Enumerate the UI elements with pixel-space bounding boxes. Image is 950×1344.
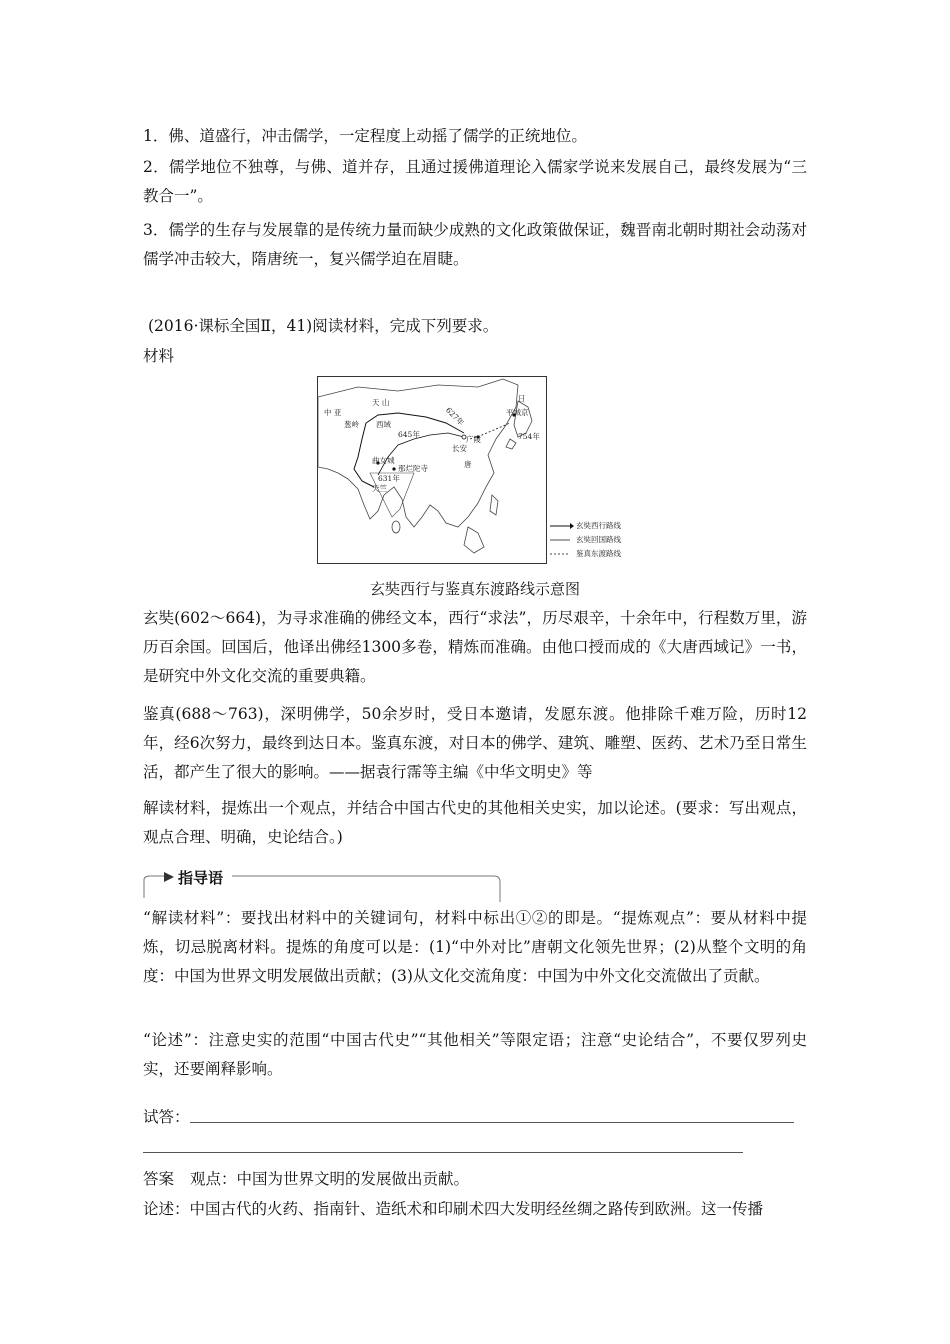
map-label-congling: 葱岭 <box>344 420 359 429</box>
map-label-guangling: 广陵 <box>466 435 481 444</box>
map-label-nalanda: 那烂陀寺 <box>398 464 428 473</box>
ceylon-island <box>392 521 400 533</box>
legend-return: 玄奘回国路线 <box>576 535 621 544</box>
question-source: (2016·课标全国Ⅱ，41)阅读材料，完成下列要求。 <box>148 317 499 335</box>
map-label-japan: 日 <box>518 394 526 403</box>
task-instruction: 解读材料，提炼出一个观点，并结合中国古代史的其他相关史实，加以论述。(要求：写出观点，观点合理、明确，史论结合。) <box>143 799 807 846</box>
philippines <box>490 495 498 515</box>
japan-island-south <box>506 439 516 449</box>
map-label-tianshan: 天 山 <box>372 398 390 407</box>
try-answer-line-2[interactable] <box>143 1152 743 1153</box>
point-1: 1．佛、道盛行，冲击儒学，一定程度上动摇了儒学的正统地位。 <box>143 127 587 145</box>
legend-swatches <box>548 520 574 560</box>
route-map-svg <box>318 377 546 563</box>
material-jianzhen: 鉴真(688～763)，深明佛学，50余岁时，受日本邀请，发愿东渡。他排除千难万险，历时12年，经6次努力，最终到达日本。鉴真东渡，对日本的佛学、建筑、雕塑、医药、艺术乃至日常生活，都产生了很大的影响。——据袁行霈等主编《中华文明史》等 <box>143 705 807 781</box>
play-triangle-icon <box>164 872 174 882</box>
map-label-changan: 长安 <box>452 444 467 453</box>
map-label-xiyu: 西域 <box>376 420 391 429</box>
material-xuanzang: 玄奘(602～664)，为寻求准确的佛经文本，西行“求法”，历尽艰辛，十余年中，行程数万里，游历百余国。回国后，他译出佛经1300多卷，精炼而准确。由他口授而成的《大唐西域记》一书，是研究中外文化交流的重要典籍。 <box>143 609 807 685</box>
map-label-heijo: 平城京 <box>506 408 529 417</box>
legend-west: 玄奘西行路线 <box>576 521 621 530</box>
xuanzang-west-route <box>354 413 464 487</box>
answer-viewpoint: 观点：中国为世界文明的发展做出贡献。 <box>190 1170 470 1188</box>
answer-argument: 论述：中国古代的火药、指南针、造纸术和印刷术四大发明经丝绸之路传到欧洲。这一传播 <box>143 1200 764 1218</box>
point-2: 2．儒学地位不独尊，与佛、道并存，且通过援佛道理论入儒家学说来发展自己，最终发展为“三教合一”。 <box>143 158 807 205</box>
map-label-754: 754年 <box>518 432 540 441</box>
map-label-central-asia: 中 亚 <box>324 408 342 417</box>
guide-paragraph-2: “论述”：注意史实的范围“中国古代史”“其他相关”等限定语；注意“史论结合”，不要仅罗列史实，还要阐释影响。 <box>143 1031 807 1078</box>
answer-label: 答案 <box>143 1170 175 1188</box>
map-label-627: 627年 <box>444 405 466 428</box>
continent-outline <box>318 379 518 527</box>
map-label-tang: 唐 <box>464 460 472 469</box>
route-map <box>317 376 547 564</box>
map-label-qunucheng: 曲女城 <box>372 456 395 465</box>
point-3: 3．儒学的生存与发展靠的是传统力量而缺少成熟的文化政策做保证，魏晋南北朝时期社会动荡对儒学冲击较大，隋唐统一，复兴儒学迫在眉睫。 <box>143 221 807 268</box>
material-label: 材料 <box>143 347 175 365</box>
map-label-tianzhu: 天竺 <box>372 484 387 493</box>
map-caption: 玄奘西行与鉴真东渡路线示意图 <box>369 580 580 598</box>
sea-islands <box>464 527 484 553</box>
try-answer-line-1[interactable] <box>190 1122 794 1123</box>
guide-title: 指导语 <box>178 869 224 887</box>
guide-paragraph-1: “解读材料”：要找出材料中的关键词句，材料中标出①②的即是。“提炼观点”：要从材料中提炼，切忌脱离材料。提炼的角度可以是：(1)“中外对比”唐朝文化领先世界；(2)从整个文明的角度：中国为世界文明发展做出贡献；(3)从文化交流角度：中国为中外文化交流做出了贡献。 <box>143 909 807 985</box>
legend-jianzhen: 鉴真东渡路线 <box>576 549 621 558</box>
map-label-645: 645年 <box>398 430 420 439</box>
map-label-631: 631年 <box>378 474 400 483</box>
try-answer-label: 试答： <box>143 1108 190 1126</box>
nalanda-dot <box>392 467 395 470</box>
